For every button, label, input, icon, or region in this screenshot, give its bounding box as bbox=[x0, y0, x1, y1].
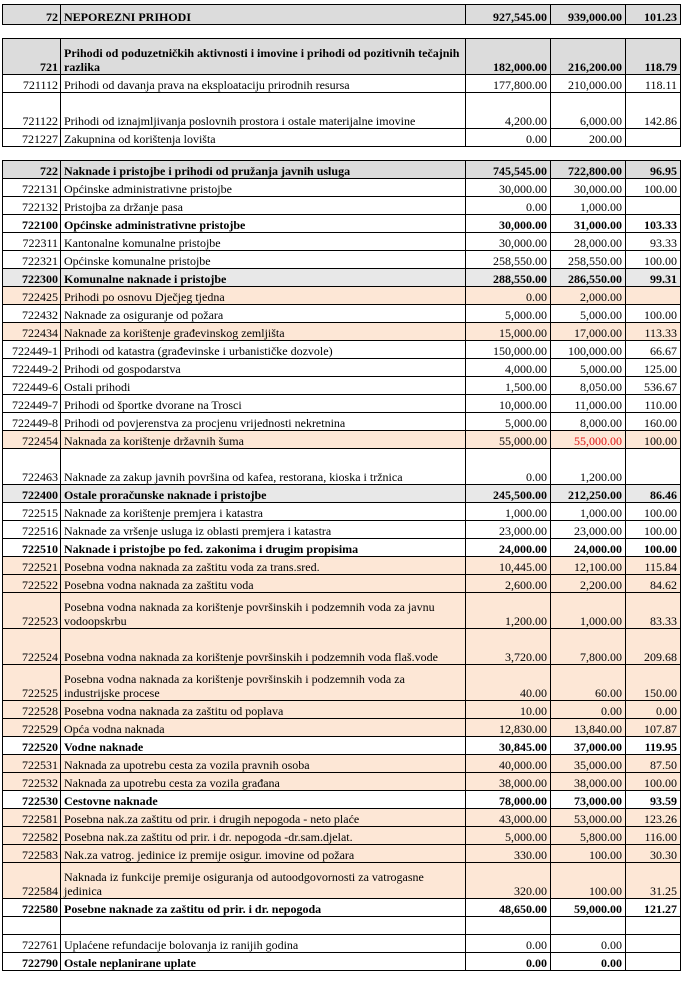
index-percent-cell: 87.50 bbox=[626, 755, 681, 773]
description-cell: Nak.za vatrog. jedinice iz premije osigur. imovine od požara bbox=[61, 845, 466, 863]
amount-plan-cell: 23,000.00 bbox=[551, 521, 626, 539]
table-row bbox=[3, 359, 681, 377]
account-code-cell: 722515 bbox=[3, 503, 61, 521]
amount-plan-cell: 5,800.00 bbox=[551, 827, 626, 845]
account-code-cell: 722300 bbox=[3, 269, 61, 287]
amount-plan-cell: 37,000.00 bbox=[551, 737, 626, 755]
account-code-cell: 722522 bbox=[3, 575, 61, 593]
account-code-cell: 722583 bbox=[3, 845, 61, 863]
amount-plan-cell: 53,000.00 bbox=[551, 809, 626, 827]
index-percent-cell: 84.62 bbox=[626, 575, 681, 593]
description-cell: Naknada za upotrebu cesta za vozila pravnih osoba bbox=[61, 755, 466, 773]
description-cell: Uplaćene refundacije bolovanja iz ranijih godina bbox=[61, 935, 466, 953]
index-percent-cell: 110.00 bbox=[626, 395, 681, 413]
description-cell: Komunalne naknade i pristojbe bbox=[61, 269, 466, 287]
description-cell: Naknada iz funkcije premije osiguranja od autoodgovornosti za vatrogasne jedinica bbox=[61, 863, 466, 899]
amount-prior-cell: 1,200.00 bbox=[466, 593, 551, 629]
table-row bbox=[3, 75, 681, 93]
amount-prior-cell: 245,500.00 bbox=[466, 485, 551, 503]
table-row bbox=[3, 449, 681, 485]
amount-plan-cell: 17,000.00 bbox=[551, 323, 626, 341]
table-row bbox=[3, 395, 681, 413]
account-code-cell: 722510 bbox=[3, 539, 61, 557]
table-row bbox=[3, 629, 681, 665]
index-percent-cell: 115.84 bbox=[626, 557, 681, 575]
amount-plan-cell: 1,000.00 bbox=[551, 503, 626, 521]
account-code-cell: 722582 bbox=[3, 827, 61, 845]
amount-prior-cell: 30,845.00 bbox=[466, 737, 551, 755]
amount-plan-cell: 100,000.00 bbox=[551, 341, 626, 359]
index-percent-cell: 100.00 bbox=[626, 503, 681, 521]
amount-prior-cell: 4,200.00 bbox=[466, 93, 551, 129]
index-percent-cell: 100.00 bbox=[626, 251, 681, 269]
index-percent-cell bbox=[626, 935, 681, 953]
description-cell: Prihodi od poduzetničkih aktivnosti i imovine i prihodi od pozitivnih tečajnih razlika bbox=[61, 39, 466, 75]
account-code-cell: 722132 bbox=[3, 197, 61, 215]
index-percent-cell: 118.11 bbox=[626, 75, 681, 93]
account-code-cell: 722531 bbox=[3, 755, 61, 773]
amount-prior-cell: 12,830.00 bbox=[466, 719, 551, 737]
account-code-cell: 721227 bbox=[3, 129, 61, 147]
amount-plan-cell: 0.00 bbox=[551, 935, 626, 953]
amount-plan-cell: 210,000.00 bbox=[551, 75, 626, 93]
description-cell: Prihodi po osnovu Dječjeg tjedna bbox=[61, 287, 466, 305]
amount-prior-cell bbox=[466, 917, 551, 935]
amount-prior-cell: 0.00 bbox=[466, 449, 551, 485]
index-percent-cell: 116.00 bbox=[626, 827, 681, 845]
account-code-cell: 722432 bbox=[3, 305, 61, 323]
index-percent-cell: 100.00 bbox=[626, 179, 681, 197]
table-row bbox=[3, 557, 681, 575]
description-cell: Općinske administrativne pristojbe bbox=[61, 179, 466, 197]
index-percent-cell: 99.31 bbox=[626, 269, 681, 287]
description-cell: Naknade i pristojbe po fed. zakonima i drugim propisima bbox=[61, 539, 466, 557]
index-percent-cell bbox=[626, 449, 681, 485]
index-percent-cell: 66.67 bbox=[626, 341, 681, 359]
amount-plan-cell: 2,200.00 bbox=[551, 575, 626, 593]
account-code-cell: 722449-7 bbox=[3, 395, 61, 413]
amount-prior-cell: 3,720.00 bbox=[466, 629, 551, 665]
table-row bbox=[3, 701, 681, 719]
table-row bbox=[3, 575, 681, 593]
table-row bbox=[3, 215, 681, 233]
table-row bbox=[3, 755, 681, 773]
index-percent-cell bbox=[626, 197, 681, 215]
account-code-cell: 722523 bbox=[3, 593, 61, 629]
amount-prior-cell: 30,000.00 bbox=[466, 215, 551, 233]
index-percent-cell: 100.00 bbox=[626, 539, 681, 557]
amount-plan-cell: 24,000.00 bbox=[551, 539, 626, 557]
account-code-cell: 722311 bbox=[3, 233, 61, 251]
amount-prior-cell: 177,800.00 bbox=[466, 75, 551, 93]
amount-plan-cell: 60.00 bbox=[551, 665, 626, 701]
table-row bbox=[3, 791, 681, 809]
table-row bbox=[3, 863, 681, 899]
account-code-cell: 722524 bbox=[3, 629, 61, 665]
index-percent-cell: 536.67 bbox=[626, 377, 681, 395]
amount-plan-cell: 30,000.00 bbox=[551, 179, 626, 197]
table-row bbox=[3, 129, 681, 147]
account-code-cell: 721 bbox=[3, 39, 61, 75]
amount-plan-cell: 1,200.00 bbox=[551, 449, 626, 485]
index-percent-cell: 113.33 bbox=[626, 323, 681, 341]
index-percent-cell: 150.00 bbox=[626, 665, 681, 701]
account-code-cell: 722529 bbox=[3, 719, 61, 737]
description-cell: NEPOREZNI PRIHODI bbox=[61, 5, 466, 25]
account-code-cell: 722454 bbox=[3, 431, 61, 449]
amount-prior-cell: 150,000.00 bbox=[466, 341, 551, 359]
amount-plan-cell: 722,800.00 bbox=[551, 161, 626, 179]
account-code-cell: 721112 bbox=[3, 75, 61, 93]
amount-plan-cell: 59,000.00 bbox=[551, 899, 626, 917]
amount-prior-cell: 0.00 bbox=[466, 287, 551, 305]
amount-plan-cell: 35,000.00 bbox=[551, 755, 626, 773]
index-percent-cell: 86.46 bbox=[626, 485, 681, 503]
description-cell: Posebne naknade za zaštitu od prir. i dr. nepogoda bbox=[61, 899, 466, 917]
table-row bbox=[3, 503, 681, 521]
table-row bbox=[3, 665, 681, 701]
account-code-cell: 722580 bbox=[3, 899, 61, 917]
amount-plan-cell: 5,000.00 bbox=[551, 359, 626, 377]
table-row bbox=[3, 773, 681, 791]
amount-plan-cell: 0.00 bbox=[551, 701, 626, 719]
account-code-cell: 722 bbox=[3, 161, 61, 179]
index-percent-cell bbox=[626, 917, 681, 935]
table-row bbox=[3, 431, 681, 449]
table-row bbox=[3, 233, 681, 251]
table-row bbox=[3, 593, 681, 629]
amount-prior-cell: 2,600.00 bbox=[466, 575, 551, 593]
spacer-cell bbox=[3, 25, 681, 39]
amount-prior-cell: 1,000.00 bbox=[466, 503, 551, 521]
table-row bbox=[3, 485, 681, 503]
index-percent-cell: 118.79 bbox=[626, 39, 681, 75]
revenue-table-body bbox=[3, 5, 681, 971]
amount-prior-cell: 55,000.00 bbox=[466, 431, 551, 449]
table-row bbox=[3, 521, 681, 539]
table-row bbox=[3, 809, 681, 827]
description-cell: Pristojba za držanje pasa bbox=[61, 197, 466, 215]
amount-plan-cell: 216,200.00 bbox=[551, 39, 626, 75]
table-row bbox=[3, 953, 681, 971]
table-row bbox=[3, 917, 681, 935]
amount-plan-cell: 8,000.00 bbox=[551, 413, 626, 431]
index-percent-cell: 31.25 bbox=[626, 863, 681, 899]
spacer-row bbox=[3, 147, 681, 161]
amount-plan-cell: 6,000.00 bbox=[551, 93, 626, 129]
table-row bbox=[3, 161, 681, 179]
description-cell: Posebna nak.za zaštitu od prir. i dr. nepogoda -dr.sam.djelat. bbox=[61, 827, 466, 845]
description-cell: Posebna vodna naknada za zaštitu voda za trans.sred. bbox=[61, 557, 466, 575]
description-cell: Ostali prihodi bbox=[61, 377, 466, 395]
index-percent-cell: 0.00 bbox=[626, 701, 681, 719]
account-code-cell: 722449-6 bbox=[3, 377, 61, 395]
index-percent-cell: 123.26 bbox=[626, 809, 681, 827]
index-percent-cell: 93.59 bbox=[626, 791, 681, 809]
revenue-table bbox=[2, 4, 681, 971]
description-cell: Posebna vodna naknada za korištenje površinskih i podzemnih voda za javnu vodoopskrbu bbox=[61, 593, 466, 629]
amount-plan-cell: 100.00 bbox=[551, 863, 626, 899]
description-cell: Ostale neplanirane uplate bbox=[61, 953, 466, 971]
amount-plan-cell: 100.00 bbox=[551, 845, 626, 863]
description-cell: Kantonalne komunalne pristojbe bbox=[61, 233, 466, 251]
description-cell: Prihodi od davanja prava na eksploataciju prirodnih resursa bbox=[61, 75, 466, 93]
index-percent-cell: 125.00 bbox=[626, 359, 681, 377]
amount-plan-cell: 8,050.00 bbox=[551, 377, 626, 395]
table-row bbox=[3, 269, 681, 287]
description-cell: Naknade za osiguranje od požara bbox=[61, 305, 466, 323]
amount-prior-cell: 0.00 bbox=[466, 935, 551, 953]
account-code-cell: 72 bbox=[3, 5, 61, 25]
account-code-cell: 722449-1 bbox=[3, 341, 61, 359]
account-code-cell: 722525 bbox=[3, 665, 61, 701]
description-cell: Cestovne naknade bbox=[61, 791, 466, 809]
index-percent-cell: 30.30 bbox=[626, 845, 681, 863]
index-percent-cell: 119.95 bbox=[626, 737, 681, 755]
amount-prior-cell: 48,650.00 bbox=[466, 899, 551, 917]
account-code-cell bbox=[3, 917, 61, 935]
amount-plan-cell: 28,000.00 bbox=[551, 233, 626, 251]
table-row bbox=[3, 539, 681, 557]
index-percent-cell: 101.23 bbox=[626, 5, 681, 25]
amount-prior-cell: 927,545.00 bbox=[466, 5, 551, 25]
amount-prior-cell: 15,000.00 bbox=[466, 323, 551, 341]
index-percent-cell: 160.00 bbox=[626, 413, 681, 431]
amount-plan-cell: 212,250.00 bbox=[551, 485, 626, 503]
amount-prior-cell: 10,000.00 bbox=[466, 395, 551, 413]
index-percent-cell: 100.00 bbox=[626, 521, 681, 539]
amount-plan-cell: 73,000.00 bbox=[551, 791, 626, 809]
table-row bbox=[3, 323, 681, 341]
amount-plan-cell: 286,550.00 bbox=[551, 269, 626, 287]
amount-prior-cell: 745,545.00 bbox=[466, 161, 551, 179]
amount-prior-cell: 5,000.00 bbox=[466, 305, 551, 323]
index-percent-cell: 103.33 bbox=[626, 215, 681, 233]
amount-prior-cell: 40.00 bbox=[466, 665, 551, 701]
description-cell bbox=[61, 917, 466, 935]
amount-prior-cell: 24,000.00 bbox=[466, 539, 551, 557]
account-code-cell: 721122 bbox=[3, 93, 61, 129]
description-cell: Posebna vodna naknada za korištenje površinskih i podzemnih voda flaš.vode bbox=[61, 629, 466, 665]
description-cell: Naknada za upotrebu cesta za vozila građana bbox=[61, 773, 466, 791]
index-percent-cell: 100.00 bbox=[626, 773, 681, 791]
amount-plan-cell: 38,000.00 bbox=[551, 773, 626, 791]
amount-prior-cell: 0.00 bbox=[466, 129, 551, 147]
table-row bbox=[3, 197, 681, 215]
index-percent-cell bbox=[626, 953, 681, 971]
description-cell: Prihodi od gospodarstva bbox=[61, 359, 466, 377]
account-code-cell: 722449-2 bbox=[3, 359, 61, 377]
description-cell: Ostale proračunske naknade i pristojbe bbox=[61, 485, 466, 503]
amount-prior-cell: 1,500.00 bbox=[466, 377, 551, 395]
description-cell: Posebna vodna naknada za zaštitu voda bbox=[61, 575, 466, 593]
description-cell: Opća vodna naknada bbox=[61, 719, 466, 737]
table-row bbox=[3, 845, 681, 863]
table-row bbox=[3, 287, 681, 305]
index-percent-cell: 107.87 bbox=[626, 719, 681, 737]
table-row bbox=[3, 737, 681, 755]
description-cell: Vodne naknade bbox=[61, 737, 466, 755]
description-cell: Prihodi od katastra (građevinske i urbanističke dozvole) bbox=[61, 341, 466, 359]
amount-prior-cell: 288,550.00 bbox=[466, 269, 551, 287]
table-row bbox=[3, 899, 681, 917]
amount-prior-cell: 43,000.00 bbox=[466, 809, 551, 827]
spacer-cell bbox=[3, 147, 681, 161]
amount-plan-cell: 11,000.00 bbox=[551, 395, 626, 413]
table-row bbox=[3, 93, 681, 129]
account-code-cell: 722530 bbox=[3, 791, 61, 809]
amount-prior-cell: 5,000.00 bbox=[466, 827, 551, 845]
description-cell: Naknade za korištenje građevinskog zemljišta bbox=[61, 323, 466, 341]
table-row bbox=[3, 377, 681, 395]
amount-plan-cell: 55,000.00 bbox=[551, 431, 626, 449]
index-percent-cell: 83.33 bbox=[626, 593, 681, 629]
description-cell: Naknade za vršenje usluga iz oblasti premjera i katastra bbox=[61, 521, 466, 539]
table-row bbox=[3, 719, 681, 737]
amount-plan-cell: 31,000.00 bbox=[551, 215, 626, 233]
amount-plan-cell: 258,550.00 bbox=[551, 251, 626, 269]
account-code-cell: 722400 bbox=[3, 485, 61, 503]
account-code-cell: 722425 bbox=[3, 287, 61, 305]
account-code-cell: 722520 bbox=[3, 737, 61, 755]
amount-plan-cell: 5,000.00 bbox=[551, 305, 626, 323]
amount-plan-cell: 0.00 bbox=[551, 953, 626, 971]
amount-prior-cell: 40,000.00 bbox=[466, 755, 551, 773]
table-row bbox=[3, 251, 681, 269]
table-row bbox=[3, 5, 681, 25]
description-cell: Posebna nak.za zaštitu od prir. i drugih nepogoda - neto plaće bbox=[61, 809, 466, 827]
description-cell: Posebna vodna naknada za zaštitu od poplava bbox=[61, 701, 466, 719]
description-cell: Posebna vodna naknada za korištenje površinskih i podzemnih voda za industrijske procese bbox=[61, 665, 466, 701]
account-code-cell: 722521 bbox=[3, 557, 61, 575]
amount-prior-cell: 258,550.00 bbox=[466, 251, 551, 269]
account-code-cell: 722761 bbox=[3, 935, 61, 953]
table-row bbox=[3, 39, 681, 75]
account-code-cell: 722532 bbox=[3, 773, 61, 791]
account-code-cell: 722449-8 bbox=[3, 413, 61, 431]
description-cell: Prihodi od športke dvorane na Trosci bbox=[61, 395, 466, 413]
index-percent-cell bbox=[626, 287, 681, 305]
table-row bbox=[3, 935, 681, 953]
account-code-cell: 722463 bbox=[3, 449, 61, 485]
table-row bbox=[3, 341, 681, 359]
index-percent-cell: 142.86 bbox=[626, 93, 681, 129]
account-code-cell: 722584 bbox=[3, 863, 61, 899]
amount-plan-cell: 2,000.00 bbox=[551, 287, 626, 305]
amount-prior-cell: 10,445.00 bbox=[466, 557, 551, 575]
amount-plan-cell: 200.00 bbox=[551, 129, 626, 147]
account-code-cell: 722516 bbox=[3, 521, 61, 539]
index-percent-cell: 100.00 bbox=[626, 305, 681, 323]
description-cell: Općinske administrativne pristojbe bbox=[61, 215, 466, 233]
account-code-cell: 722434 bbox=[3, 323, 61, 341]
amount-plan-cell bbox=[551, 917, 626, 935]
amount-prior-cell: 0.00 bbox=[466, 953, 551, 971]
description-cell: Naknade i pristojbe i prihodi od pružanja javnih usluga bbox=[61, 161, 466, 179]
description-cell: Zakupnina od korištenja lovišta bbox=[61, 129, 466, 147]
amount-prior-cell: 330.00 bbox=[466, 845, 551, 863]
index-percent-cell: 96.95 bbox=[626, 161, 681, 179]
amount-prior-cell: 38,000.00 bbox=[466, 773, 551, 791]
description-cell: Prihodi od iznajmljivanja poslovnih prostora i ostale materijalne imovine bbox=[61, 93, 466, 129]
account-code-cell: 722100 bbox=[3, 215, 61, 233]
index-percent-cell: 121.27 bbox=[626, 899, 681, 917]
description-cell: Naknade za zakup javnih površina od kafea, restorana, kioska i tržnica bbox=[61, 449, 466, 485]
description-cell: Naknade za korištenje premjera i katastra bbox=[61, 503, 466, 521]
description-cell: Naknada za korištenje državnih šuma bbox=[61, 431, 466, 449]
amount-plan-cell: 1,000.00 bbox=[551, 197, 626, 215]
amount-prior-cell: 23,000.00 bbox=[466, 521, 551, 539]
amount-plan-cell: 1,000.00 bbox=[551, 593, 626, 629]
amount-prior-cell: 30,000.00 bbox=[466, 233, 551, 251]
account-code-cell: 722321 bbox=[3, 251, 61, 269]
amount-prior-cell: 4,000.00 bbox=[466, 359, 551, 377]
table-row bbox=[3, 413, 681, 431]
description-cell: Općinske komunalne pristojbe bbox=[61, 251, 466, 269]
amount-plan-cell: 7,800.00 bbox=[551, 629, 626, 665]
spacer-row bbox=[3, 25, 681, 39]
index-percent-cell: 93.33 bbox=[626, 233, 681, 251]
index-percent-cell bbox=[626, 129, 681, 147]
account-code-cell: 722528 bbox=[3, 701, 61, 719]
amount-plan-cell: 12,100.00 bbox=[551, 557, 626, 575]
amount-prior-cell: 0.00 bbox=[466, 197, 551, 215]
amount-prior-cell: 78,000.00 bbox=[466, 791, 551, 809]
index-percent-cell: 209.68 bbox=[626, 629, 681, 665]
account-code-cell: 722581 bbox=[3, 809, 61, 827]
amount-prior-cell: 182,000.00 bbox=[466, 39, 551, 75]
table-row bbox=[3, 305, 681, 323]
amount-prior-cell: 30,000.00 bbox=[466, 179, 551, 197]
account-code-cell: 722131 bbox=[3, 179, 61, 197]
description-cell: Prihodi od povjerenstva za procjenu vrijednosti nekretnina bbox=[61, 413, 466, 431]
amount-plan-cell: 13,840.00 bbox=[551, 719, 626, 737]
index-percent-cell: 100.00 bbox=[626, 431, 681, 449]
account-code-cell: 722790 bbox=[3, 953, 61, 971]
table-row bbox=[3, 827, 681, 845]
amount-prior-cell: 5,000.00 bbox=[466, 413, 551, 431]
amount-plan-cell: 939,000.00 bbox=[551, 5, 626, 25]
amount-prior-cell: 320.00 bbox=[466, 863, 551, 899]
amount-prior-cell: 10.00 bbox=[466, 701, 551, 719]
table-row bbox=[3, 179, 681, 197]
